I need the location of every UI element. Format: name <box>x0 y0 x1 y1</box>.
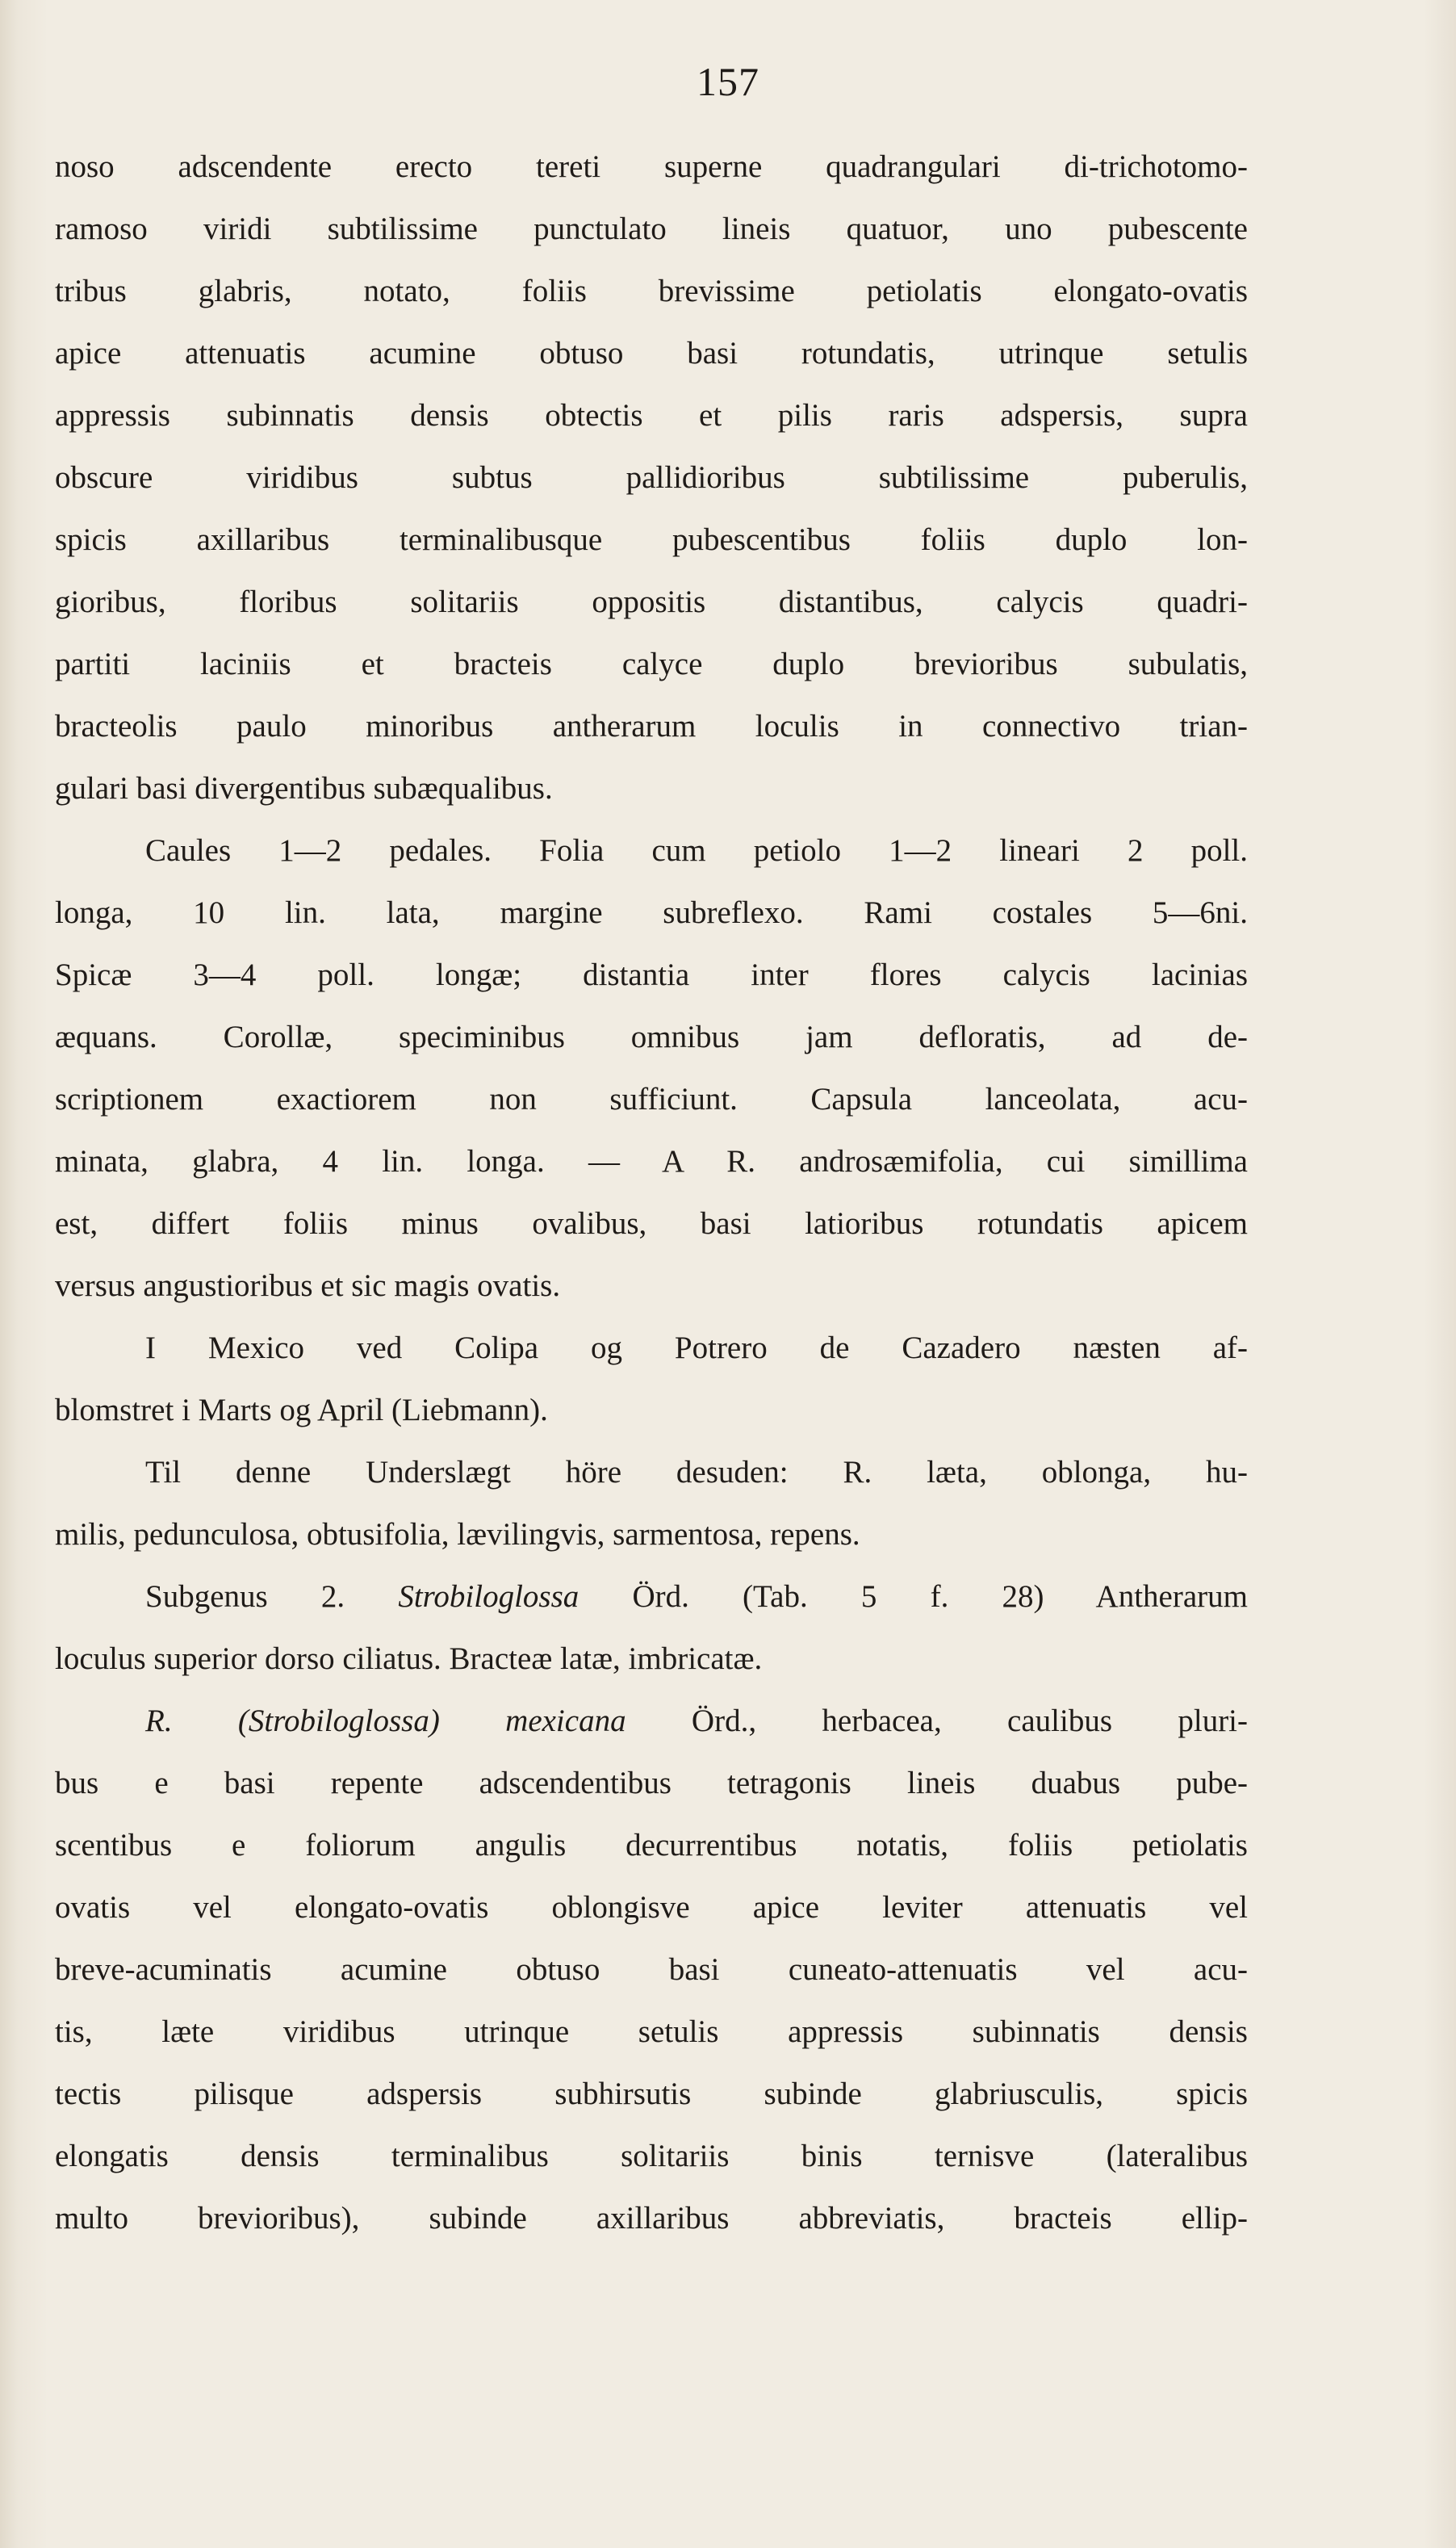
text-line: noso adscendente erecto tereti superne quadrangulari di-trichotomo- <box>55 149 1248 184</box>
text-line: scriptionem exactiorem non sufficiunt. Capsula lanceolata, acu- <box>55 1082 1248 1117</box>
paragraph-species-mexicana <box>55 1690 1248 2249</box>
text-line: æquans. Corollæ, speciminibus omnibus jam defloratis, ad de- <box>55 1020 1248 1054</box>
text-line: multo brevioribus), subinde axillaribus abbreviatis, bracteis ellip- <box>55 2201 1248 2236</box>
text-line: breve-acuminatis acumine obtuso basi cuneato-attenuatis vel acu- <box>55 1952 1248 1987</box>
text-line: milis, pedunculosa, obtusifolia, lævilingvis, sarmentosa, repens. <box>55 1517 860 1552</box>
text-run: Örd. (Tab. 5 f. 28) Antherarum <box>579 1579 1248 1614</box>
text-line: bus e basi repente adscendentibus tetragonis lineis duabus pube- <box>55 1766 1248 1800</box>
text-line: longa, 10 lin. lata, margine subreflexo. Rami costales 5—6ni. <box>55 895 1248 930</box>
text-line: tectis pilisque adspersis subhirsutis subinde glabriusculis, spicis <box>55 2077 1248 2111</box>
text-line: I Mexico ved Colipa og Potrero de Cazadero næsten af- <box>145 1331 1248 1365</box>
paragraph-species-description <box>55 136 1248 819</box>
text-line: tribus glabris, notato, foliis brevissime petiolatis elongato-ovatis <box>55 274 1248 308</box>
text-line: loculus superior dorso ciliatus. Bracteæ latæ, imbricatæ. <box>55 1641 763 1676</box>
text-line: appressis subinnatis densis obtectis et pilis raris adspersis, supra <box>55 398 1248 433</box>
text-line: scentibus e foliorum angulis decurrentibus notatis, foliis petiolatis <box>55 1828 1248 1863</box>
text-line: ramoso viridi subtilissime punctulato lineis quatuor, uno pubescente <box>55 212 1248 246</box>
text-line: obscure viridibus subtus pallidioribus subtilissime puberulis, <box>55 460 1248 495</box>
page-text <box>55 136 1248 2249</box>
text-line: elongatis densis terminalibus solitariis binis ternisve (lateralibus <box>55 2139 1248 2173</box>
text-line: bracteolis paulo minoribus antherarum loculis in connectivo trian- <box>55 709 1248 744</box>
text-line: tis, læte viridibus utrinque setulis appressis subinnatis densis <box>55 2014 1248 2049</box>
text-line: blomstret i Marts og April (Liebmann). <box>55 1393 548 1427</box>
genus-name-italic: Strobiloglossa <box>398 1579 579 1614</box>
text-line-rich <box>55 1690 1248 1752</box>
text-line: Caules 1—2 pedales. Folia cum petiolo 1—2 lineari 2 poll. <box>145 833 1248 868</box>
text-line: est, differt foliis minus ovalibus, basi latioribus rotundatis apicem <box>55 1206 1248 1241</box>
text-line-rich <box>55 1565 1248 1628</box>
species-name-italic: R. (Strobiloglossa) mexicana <box>145 1704 626 1738</box>
text-run: Örd., herbacea, caulibus pluri- <box>625 1704 1249 1738</box>
text-line: spicis axillaribus terminalibusque pubescentibus foliis duplo lon- <box>55 522 1248 557</box>
text-line: partiti laciniis et bracteis calyce duplo brevioribus subulatis, <box>55 647 1248 681</box>
text-run: Subgenus 2. <box>145 1579 399 1614</box>
text-line: ovatis vel elongato-ovatis oblongisve apice leviter attenuatis vel <box>55 1890 1248 1925</box>
paragraph-subgenus <box>55 1565 1248 1690</box>
text-line: minata, glabra, 4 lin. longa. — A R. androsæmifolia, cui simillima <box>55 1144 1248 1179</box>
text-line: gulari basi divergentibus subæqualibus. <box>55 771 553 806</box>
page-number: 157 <box>697 59 759 104</box>
paragraph-locality <box>55 1317 1248 1441</box>
paragraph-measurements <box>55 819 1248 1317</box>
text-line: Spicæ 3—4 poll. longæ; distantia inter flores calycis lacinias <box>55 958 1248 992</box>
text-line: Til denne Underslægt höre desuden: R. læta, oblonga, hu- <box>145 1455 1248 1490</box>
text-line: apice attenuatis acumine obtuso basi rotundatis, utrinque setulis <box>55 336 1248 371</box>
paragraph-related-species <box>55 1441 1248 1565</box>
text-line: gioribus, floribus solitariis oppositis distantibus, calycis quadri- <box>55 585 1248 619</box>
text-line: versus angustioribus et sic magis ovatis. <box>55 1268 561 1303</box>
